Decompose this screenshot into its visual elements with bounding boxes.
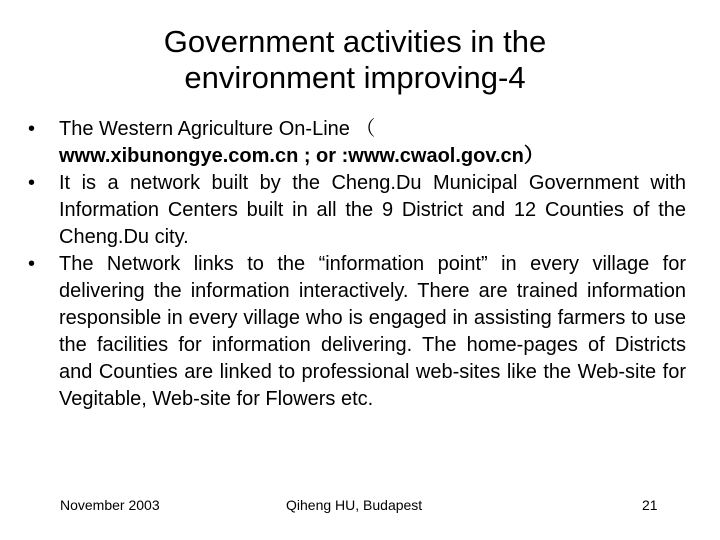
bullet-item-network-built (28, 170, 686, 251)
bullet-dot-icon: • (28, 118, 36, 140)
bullet-list (28, 116, 686, 413)
bullet-dot-icon: • (28, 253, 36, 275)
footer-page-number: 21 (642, 497, 658, 513)
footer-date: November 2003 (60, 497, 160, 513)
bullet-text: It is a network built by the Cheng.Du Municipal Government with Information Centers built in all the 9 District and 12 Counties of the Cheng.Du city. (59, 172, 686, 248)
bullet-text: The Western Agriculture On-Line （ (59, 118, 376, 140)
title-line-2: environment improving-4 (184, 60, 526, 95)
footer-author: Qiheng HU, Budapest (286, 497, 423, 513)
website-urls: www.xibunongye.com.cn ; or :www.cwaol.gov.cn） (59, 145, 544, 167)
bullet-dot-icon: • (28, 172, 36, 194)
title-line-1: Government activities in the (163, 24, 547, 59)
bullet-body (59, 116, 686, 170)
bullet-text: The Network links to the “information point” in every village for delivering the information interactively. There are trained information responsible in every village who is engaged in assisting farmers to use the facilities for information delivering. The home-pages of Districts and Counties are linked to professional web-sites like the Web-site for Vegitable, Web-site for Flowers etc. (59, 253, 686, 410)
bullet-item-network-links (28, 251, 686, 413)
bullet-item-western-agriculture (28, 116, 686, 170)
slide-title (100, 24, 610, 96)
